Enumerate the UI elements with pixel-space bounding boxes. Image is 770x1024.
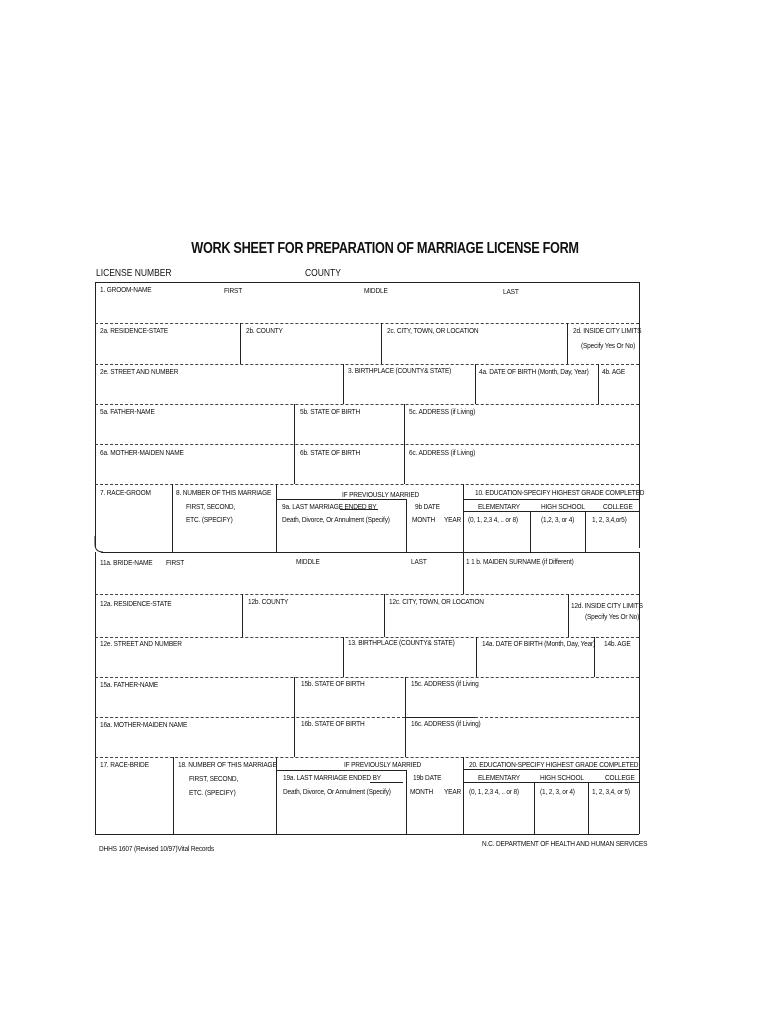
rule (463, 511, 639, 512)
form-number-footer: DHHS 1607 (Revised 10/97)Vital Records (99, 844, 214, 853)
rule (173, 757, 174, 834)
bride-mother-name-label: 16a. MOTHER-MAIDEN NAME (100, 720, 188, 729)
rule (406, 770, 407, 834)
groom-name-label: 1. GROOM-NAME (100, 285, 152, 294)
bride-college-label: COLLEGE (605, 773, 635, 782)
groom-age-label: 4b. AGE (602, 367, 626, 376)
bride-marriage-number-label: 18. NUMBER OF THIS MARRIAGE (178, 760, 277, 769)
county-label: COUNTY (305, 268, 341, 279)
groom-mother-address-label: 6c. ADDRESS (if Living) (409, 448, 476, 457)
bride-last-marriage-label: 19a. LAST MARRIAGE ENDED BY (283, 773, 381, 782)
rule (476, 637, 477, 677)
rule (101, 552, 639, 553)
bride-middle-label: MIDDLE (296, 557, 320, 566)
bride-high-school-range: (1, 2, 3, or 4) (540, 787, 575, 796)
rule (530, 511, 531, 552)
rule (276, 499, 406, 500)
groom-last-label: LAST (503, 287, 519, 296)
groom-residence-state-label: 2a. RESIDENCE-STATE (100, 326, 168, 335)
bride-inside-city-note: (Specify Yes Or No) (585, 612, 640, 621)
rule (172, 484, 173, 552)
bride-inside-city-label: 12d. INSIDE CITY LIMITS (571, 601, 643, 610)
rule (463, 769, 639, 770)
groom-middle-label: MIDDLE (364, 286, 388, 295)
groom-year-label: YEAR (444, 515, 462, 524)
rule (567, 323, 568, 364)
groom-first-label: FIRST (224, 286, 243, 295)
bride-father-address-label: 15c. ADDRESS (if Living (411, 679, 479, 688)
bride-mother-state-label: 16b. STATE OF BIRTH (301, 719, 365, 728)
rule (95, 282, 639, 283)
bride-marriage-number-l2: FIRST, SECOND, (189, 774, 239, 783)
rule (381, 323, 382, 364)
bride-education-label: 20. EDUCATION-SPECIFY HIGHEST GRADE COMPLETED (469, 760, 639, 769)
bride-father-state-label: 15b. STATE OF BIRTH (301, 679, 365, 688)
groom-date-label: 9b DATE (415, 502, 440, 511)
bride-year-label: YEAR (444, 787, 462, 796)
groom-marriage-number-label: 8. NUMBER OF THIS MARRIAGE (176, 488, 272, 497)
bride-mother-address-label: 16c. ADDRESS (if Living) (411, 719, 481, 728)
rule (95, 404, 639, 405)
groom-father-address-label: 5c. ADDRESS (if Living) (409, 407, 476, 416)
groom-last-marriage-l2: Death, Divorce, Or Annulment (Specify) (282, 515, 390, 524)
bride-county-label: 12b. COUNTY (248, 597, 289, 606)
rule (276, 770, 406, 771)
rule (585, 511, 586, 552)
form-title: WORK SHEET FOR PREPARATION OF MARRIAGE LICENSE FORM (191, 240, 579, 257)
bride-name-label: 11a. BRIDE-NAME (100, 558, 153, 567)
groom-race-label: 7. RACE-GROOM (100, 488, 151, 497)
groom-education-label: 10. EDUCATION-SPECIFY HIGHEST GRADE COMPLETED (475, 488, 645, 497)
groom-street-label: 2e. STREET AND NUMBER (100, 367, 179, 376)
rule (95, 444, 639, 445)
groom-inside-city-label: 2d. INSIDE CITY LIMITS (573, 326, 642, 335)
bride-prev-married-label: IF PREVIOUSLY MARRIED (344, 760, 422, 769)
bride-last-marriage-l2: Death, Divorce, Or Annulment (Specify) (283, 787, 391, 796)
groom-mother-name-label: 6a. MOTHER-MAIDEN NAME (100, 448, 184, 457)
groom-elementary-range: (0, 1, 2,3 4, .. or 8) (468, 515, 518, 524)
groom-mother-state-label: 6b. STATE OF BIRTH (300, 448, 361, 457)
rule (242, 594, 243, 637)
groom-inside-city-note: (Specify Yes Or No) (581, 341, 636, 350)
rule (95, 677, 639, 678)
groom-last-marriage-label: 9a. LAST MARRIAGE ENDED BY (282, 502, 377, 511)
rule (240, 323, 241, 364)
rule (475, 364, 476, 404)
groom-birthplace-label: 3. BIRTHPLACE (COUNTY& STATE) (348, 366, 452, 375)
rule (475, 717, 639, 718)
bride-last-label: LAST (411, 557, 427, 566)
rule (534, 782, 535, 834)
bride-residence-state-label: 12a. RESIDENCE-STATE (100, 599, 172, 608)
bride-college-range: 1, 2, 3,4, or 5) (592, 787, 630, 796)
groom-father-state-label: 5b. STATE OF BIRTH (300, 407, 361, 416)
department-footer: N.C. DEPARTMENT OF HEALTH AND HUMAN SERVICES (482, 839, 648, 848)
rule (406, 499, 407, 552)
bride-high-school-label: HIGH SCHOOL (540, 773, 584, 782)
rule (95, 717, 405, 718)
rule (95, 364, 639, 365)
rule (463, 552, 464, 594)
groom-prev-married-label: IF PREVIOUSLY MARRIED (342, 490, 420, 499)
groom-elementary-label: ELEMENTARY (478, 502, 520, 511)
bride-street-label: 12e. STREET AND NUMBER (100, 639, 182, 648)
groom-high-school-range: (1,2, 3, or 4) (541, 515, 575, 524)
rule (276, 484, 277, 552)
bride-first-label: FIRST (166, 558, 185, 567)
bride-father-name-label: 15a. FATHER-NAME (100, 680, 159, 689)
rule (370, 782, 403, 783)
rule (463, 499, 639, 500)
rule (95, 484, 639, 485)
bride-age-label: 14b. AGE (604, 639, 631, 648)
rule (463, 484, 464, 552)
rule (343, 364, 344, 404)
rule (95, 282, 96, 548)
rule (405, 717, 475, 718)
rule (598, 364, 599, 404)
rule (568, 594, 569, 637)
rule (95, 323, 639, 324)
groom-college-label: COLLEGE (603, 502, 633, 511)
rule (343, 637, 344, 677)
rule (639, 552, 640, 834)
license-number-label: LICENSE NUMBER (96, 268, 172, 279)
rule (639, 282, 640, 548)
groom-college-range: 1, 2, 3,4,or5) (592, 515, 627, 524)
rule (384, 594, 385, 637)
groom-dob-label: 4a. DATE OF BIRTH (Month, Day, Year) (479, 367, 589, 376)
bride-elementary-label: ELEMENTARY (478, 773, 520, 782)
bride-dob-label: 14a. DATE OF BIRTH (Month, Day, Year) (482, 639, 596, 648)
bride-month-label: MONTH (410, 787, 434, 796)
bride-birthplace-label: 13. BIRTHPLACE (COUNTY& STATE) (348, 638, 455, 647)
bride-elementary-range: (0, 1, 2,3 4, .. or 8) (469, 787, 519, 796)
groom-month-label: MONTH (412, 515, 436, 524)
bride-city-label: 12c. CITY, TOWN, OR LOCATION (389, 597, 484, 606)
groom-high-school-label: HIGH SCHOOL (541, 502, 585, 511)
bride-marriage-number-l3: ETC. (SPECIFY) (189, 788, 236, 797)
rule (95, 594, 639, 595)
groom-county-label: 2b. COUNTY (246, 326, 283, 335)
groom-marriage-number-l2: FIRST, SECOND, (186, 502, 236, 511)
rule (463, 782, 639, 783)
bride-race-label: 17. RACE-BRIDE (100, 760, 149, 769)
rule (95, 757, 639, 758)
rule (588, 782, 589, 834)
groom-marriage-number-l3: ETC. (SPECIFY) (186, 515, 233, 524)
bride-date-label: 19b DATE (413, 773, 442, 782)
bride-maiden-surname-label: 1 1 b. MAIDEN SURNAME (if Different) (466, 557, 574, 566)
groom-father-name-label: 5a. FATHER-NAME (100, 407, 155, 416)
groom-city-label: 2c. CITY, TOWN, OR LOCATION (387, 326, 479, 335)
rule (95, 834, 639, 835)
